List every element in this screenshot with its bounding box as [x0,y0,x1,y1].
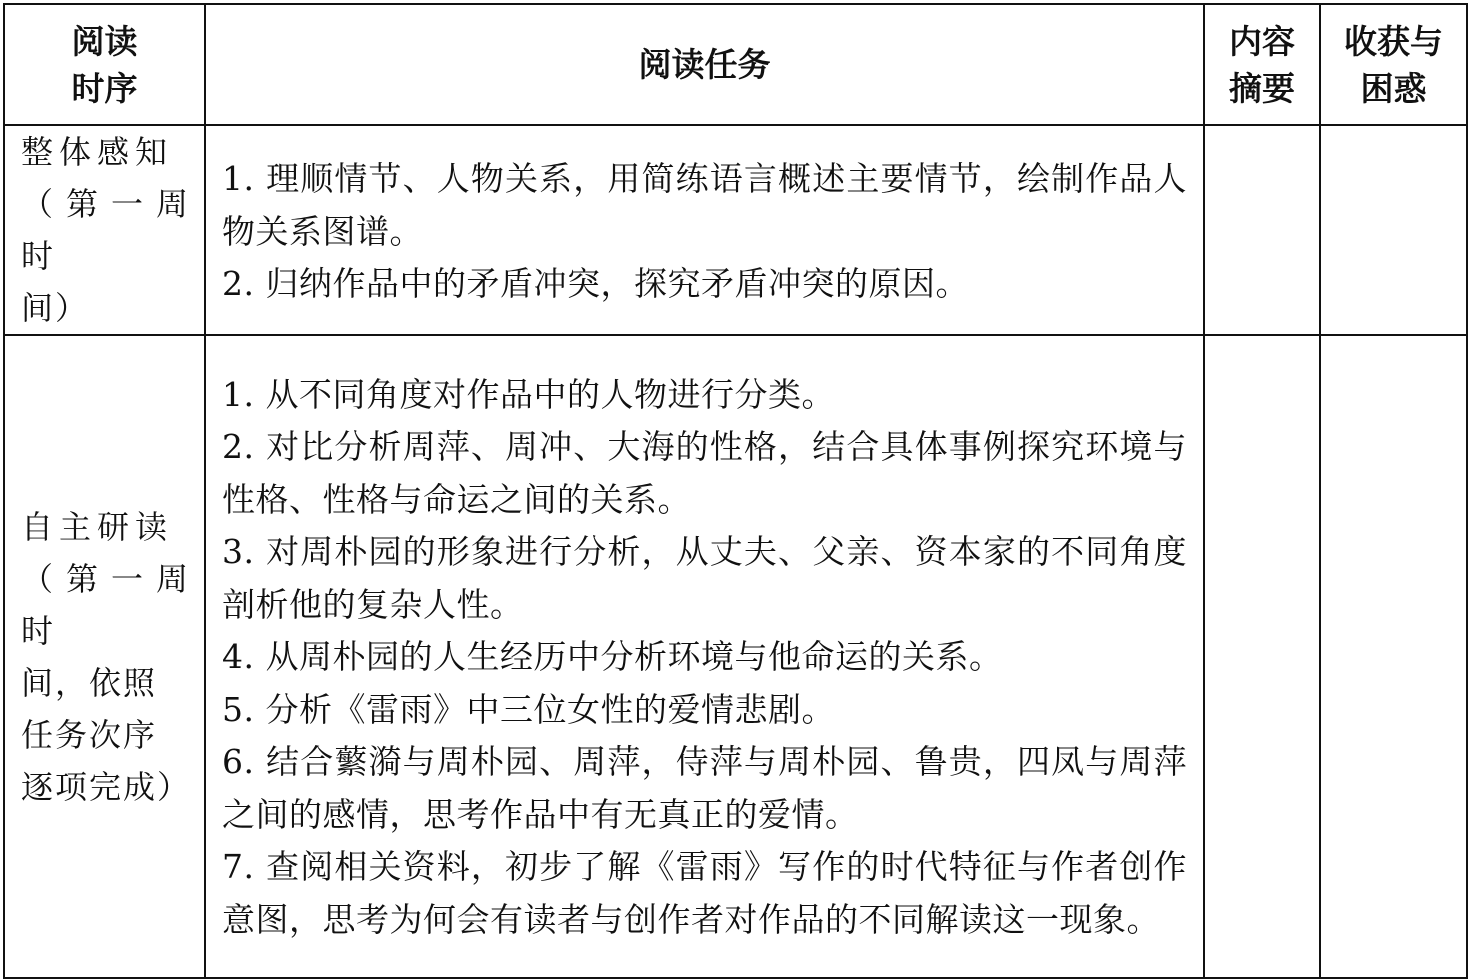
stage-title: 整体感知 [21,133,174,171]
header-row [4,4,1467,125]
task-item: 3. 对周朴园的形象进行分析，从丈夫、父亲、资本家的不同角度剖析他的复杂人性。 [222,532,1187,624]
header-reading-tasks-label: 阅读任务 [638,45,771,84]
header-reading-order [4,4,205,125]
reading-plan-table [3,3,1468,979]
header-gains-confusions [1320,4,1467,125]
header-reading-order-line: 阅读 [71,21,138,61]
task-item: 4. 从周朴园的人生经历中分析环境与他命运的关系。 [222,637,1003,677]
tasks-cell [205,125,1204,335]
task-item: 2. 归纳作品中的矛盾冲突，探究矛盾冲突的原因。 [222,264,969,304]
stage-note-line: 任务次序 [21,715,158,754]
task-item: 5. 分析《雷雨》中三位女性的爱情悲剧。 [222,689,835,729]
stage-note-line: （第一周时 [21,185,190,275]
stage-note-line: （第一周时 [21,559,190,650]
header-reading-order-line: 时序 [71,68,138,108]
summary-cell[interactable] [1204,125,1320,335]
stage-note-line: 间） [21,289,90,327]
stage-note-line: 间，依照 [21,663,158,702]
header-reading-tasks [205,4,1204,125]
header-content-summary [1204,4,1320,125]
gains-cell[interactable] [1320,125,1467,335]
stage-cell [4,335,205,978]
header-gains-line: 收获与 [1344,21,1443,61]
stage-title: 自主研读 [21,507,174,546]
task-item: 6. 结合蘩漪与周朴园、周萍，侍萍与周朴园、鲁贵，四凤与周萍之间的感情，思考作品中有无真正的爱情。 [222,742,1187,834]
header-gains-line: 困惑 [1360,68,1427,108]
header-content-summary-line: 内容 [1229,21,1295,61]
table-row [4,125,1467,335]
gains-cell[interactable] [1320,335,1467,978]
task-item: 1. 理顺情节、人物关系，用简练语言概述主要情节，绘制作品人物关系图谱。 [222,159,1187,251]
header-content-summary-line: 摘要 [1229,68,1295,108]
tasks-cell [205,335,1204,978]
summary-cell[interactable] [1204,335,1320,978]
stage-note-line: 逐项完成） [21,767,192,806]
table-row [4,335,1467,978]
task-item: 1. 从不同角度对作品中的人物进行分类。 [222,374,835,414]
task-item: 2. 对比分析周萍、周冲、大海的性格，结合具体事例探究环境与性格、性格与命运之间的关系。 [222,427,1187,519]
task-item: 7. 查阅相关资料，初步了解《雷雨》写作的时代特征与作者创作意图，思考为何会有读者与创作者对作品的不同解读这一现象。 [222,847,1187,939]
stage-cell [4,125,205,335]
